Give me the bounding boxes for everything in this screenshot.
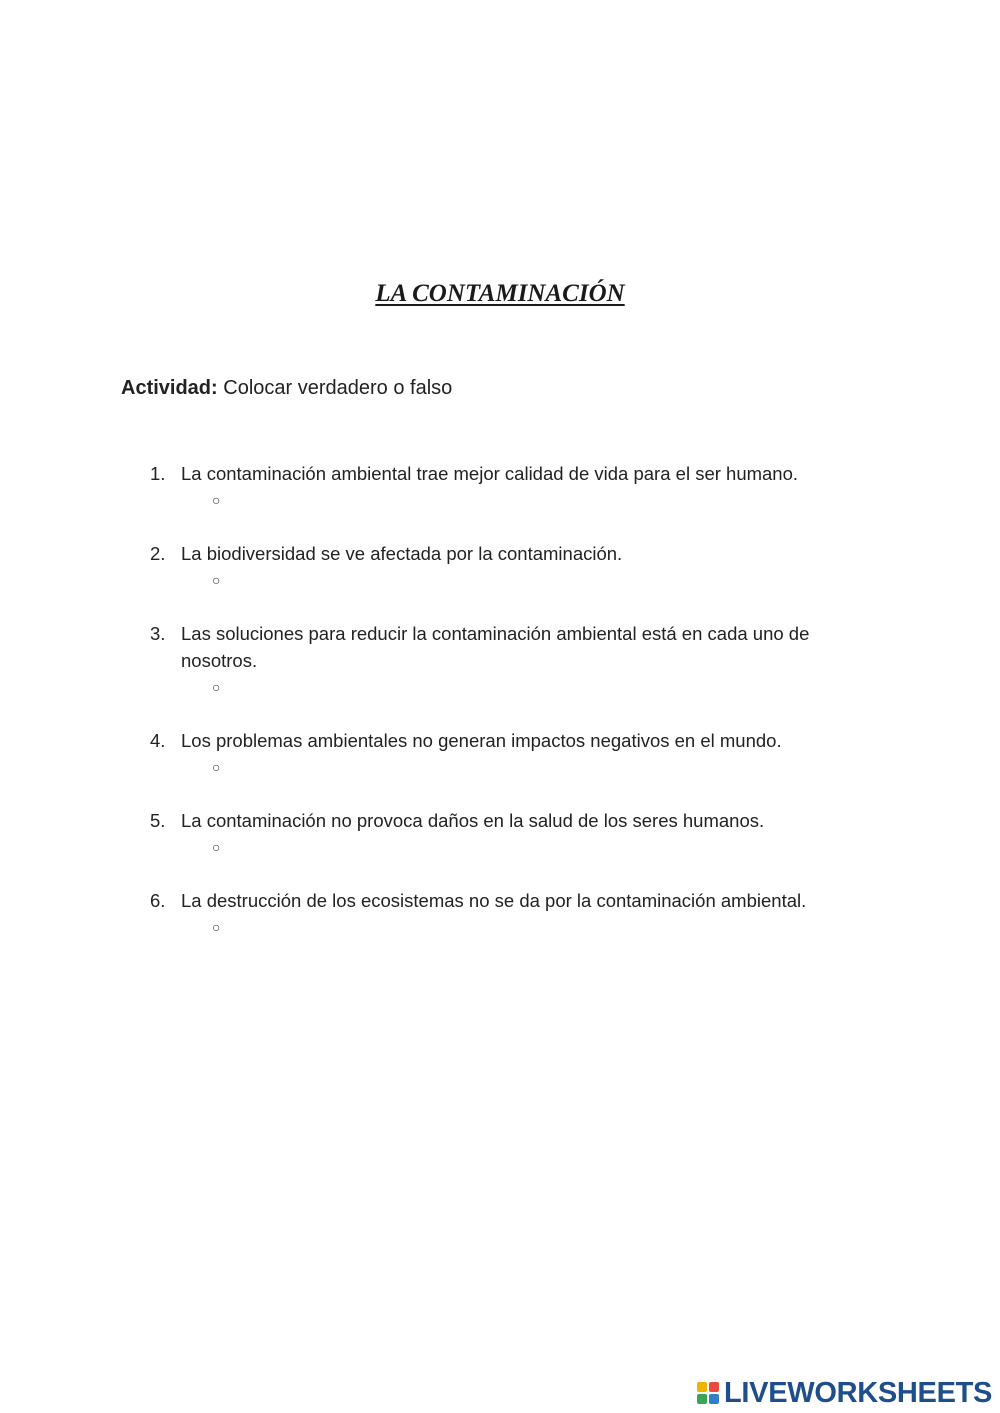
question-number: 3. (150, 623, 166, 644)
question-number: 2. (150, 543, 166, 564)
answer-bullet[interactable]: ○ (212, 759, 221, 775)
liveworksheets-logo (697, 1377, 992, 1409)
question-item (150, 460, 890, 513)
question-text: La contaminación no provoca daños en la salud de los seres humanos. (181, 810, 765, 831)
answer-bullet[interactable]: ○ (212, 492, 221, 508)
question-item (150, 540, 890, 593)
question-item (150, 727, 890, 780)
question-text: La biodiversidad se ve afectada por la contaminación. (181, 543, 623, 564)
question-text: La destrucción de los ecosistemas no se da por la contaminación ambiental. (181, 890, 807, 911)
question-item (150, 887, 890, 940)
question-number: 1. (150, 463, 166, 484)
question-item (150, 620, 890, 700)
answer-bullet[interactable]: ○ (212, 572, 221, 588)
logo-square (709, 1382, 719, 1392)
question-item (150, 807, 890, 860)
logo-square (709, 1394, 719, 1404)
activity-label: Actividad: (121, 377, 218, 399)
question-number: 5. (150, 810, 166, 831)
question-text: La contaminación ambiental trae mejor calidad de vida para el ser humano. (181, 463, 799, 484)
logo-mark-icon (697, 1382, 719, 1404)
question-text: Los problemas ambientales no generan impactos negativos en el mundo. (181, 730, 782, 751)
activity-instruction (121, 377, 452, 400)
logo-square (697, 1382, 707, 1392)
answer-bullet[interactable]: ○ (212, 919, 221, 935)
answer-bullet[interactable]: ○ (212, 679, 221, 695)
logo-text: LIVEWORKSHEETS (724, 1376, 993, 1409)
activity-text: Colocar verdadero o falso (223, 377, 453, 399)
page-title: LA CONTAMINACIÓN (375, 280, 625, 307)
answer-bullet[interactable]: ○ (212, 839, 221, 855)
logo-square (697, 1394, 707, 1404)
question-number: 4. (150, 730, 166, 751)
question-text: Las soluciones para reducir la contaminación ambiental está en cada uno de nosotros. (181, 623, 810, 671)
question-number: 6. (150, 890, 166, 911)
